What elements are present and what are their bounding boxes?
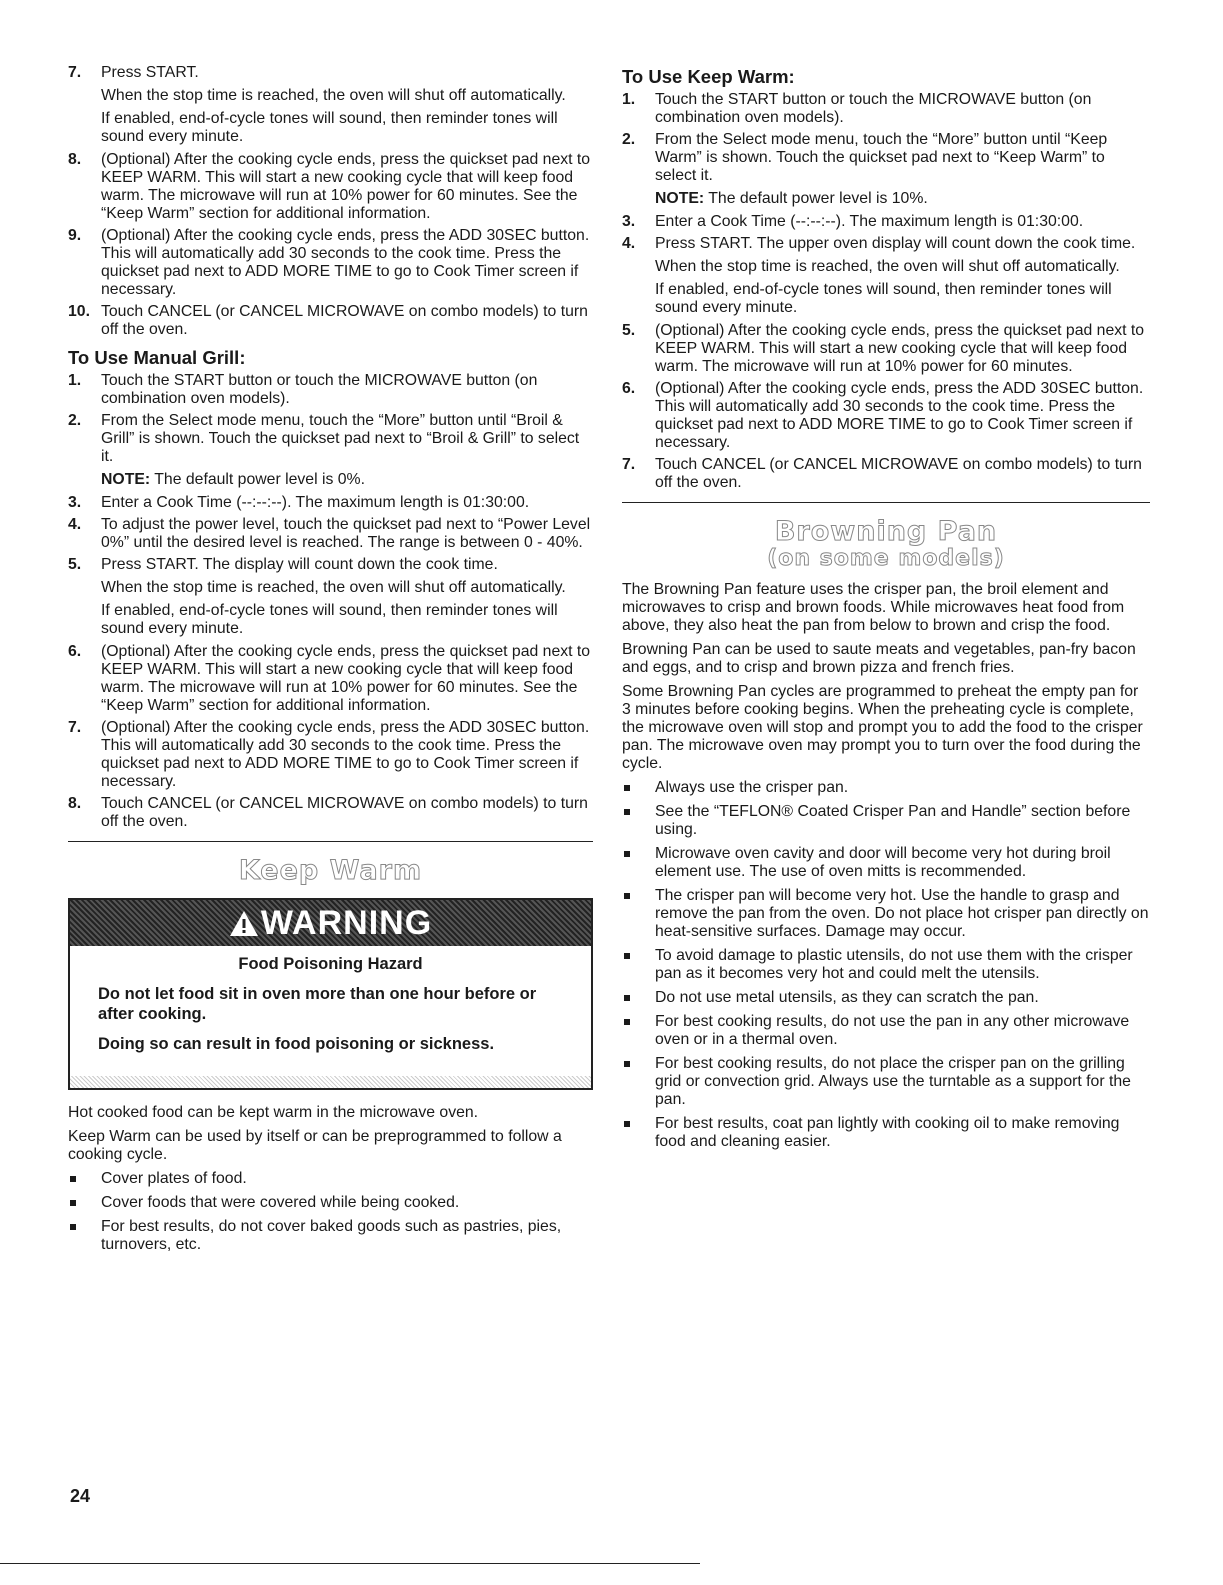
bullet-text: Cover foods that were covered while being cooked. [101,1194,460,1211]
step-item [68,151,593,223]
section-divider [68,841,593,842]
step-subtext: When the stop time is reached, the oven will shut off automatically. [101,87,566,104]
note-text: The default power level is 0%. [150,471,365,488]
bullet-text: For best results, coat pan lightly with cooking oil to make removing food and cleaning easier. [655,1115,1120,1150]
step-text: Enter a Cook Time (--:--:--). The maximum length is 01:30:00. [101,494,530,511]
step-item [622,380,1150,452]
step-text: From the Select mode menu, touch the “More” button until “Broil & Grill” is shown. Touch the quickset pad next to “Broil & Grill” to select it. [101,412,580,465]
step-text: Touch the START button or touch the MICROWAVE button (on combination oven models). [655,91,1092,126]
browning-pan-paragraph: Browning Pan can be used to saute meats and vegetables, pan-fry bacon and eggs, and to crisp and brown pizza and french fries. [622,641,1136,676]
bullet-item [622,779,1150,797]
step-subtext: When the stop time is reached, the oven will shut off automatically. [655,258,1120,275]
keep-warm-section-title: Keep Warm [238,855,423,886]
step-note [655,190,1150,208]
step-item [622,456,1150,492]
step-number: 9. [68,227,82,244]
warning-hazard-title: Food Poisoning Hazard [238,955,423,973]
browning-pan-section-title: Browning Pan [774,516,998,547]
manual-grill-heading: To Use Manual Grill: [68,347,246,368]
warning-box [68,898,593,1090]
bullet-text: The crisper pan will become very hot. Use the handle to grasp and remove the pan from the oven. Do not place hot crisper pan directly on heat-sensitive surfaces. Damage may occur. [655,887,1149,940]
note-label: NOTE: [655,190,705,207]
browning-pan-bullet-list [622,779,1150,1151]
step-text: Enter a Cook Time (--:--:--). The maximum length is 01:30:00. [655,213,1084,230]
warning-triangle-icon [229,910,259,937]
step-text: Press START. The upper oven display will count down the cook time. [655,235,1136,252]
step-number: 1. [622,91,636,108]
step-subtext: If enabled, end-of-cycle tones will sound, then reminder tones will sound every minute. [655,281,1112,316]
note-text: The default power level is 10%. [704,190,928,207]
note-label: NOTE: [101,471,151,488]
step-item [68,556,593,638]
warning-banner [70,900,591,946]
bullet-item [622,989,1150,1007]
step-number: 10. [68,303,90,320]
keep-warm-bullet-list [68,1170,593,1254]
bullet-square-icon [624,1121,630,1127]
step-number: 2. [622,131,636,148]
bullet-square-icon [624,893,630,899]
section-divider [622,502,1150,503]
keep-warm-heading: To Use Keep Warm: [622,66,795,87]
step-item [68,412,593,489]
bullet-text: Do not use metal utensils, as they can scratch the pan. [655,989,1039,1006]
step-item [68,719,593,791]
step-number: 6. [622,380,636,397]
step-item [68,227,593,299]
step-text: Touch the START button or touch the MICROWAVE button (on combination oven models). [101,372,538,407]
step-item [622,213,1150,231]
manual-grill-steps-list [68,372,593,831]
step-number: 5. [622,322,636,339]
step-text: To adjust the power level, touch the quickset pad next to “Power Level 0%” until the desired level is reached. The range is between 0 - 40%. [101,516,591,551]
step-item [68,303,593,339]
step-number: 7. [68,719,82,736]
bullet-item [68,1194,593,1212]
bullet-text: To avoid damage to plastic utensils, do not use them with the crisper pan as it becomes very hot and could melt the utensils. [655,947,1133,982]
step-subtext: If enabled, end-of-cycle tones will sound, then reminder tones will sound every minute. [101,602,558,637]
left-column [68,64,593,1260]
step-note [101,471,593,489]
step-text: (Optional) After the cooking cycle ends, press the quickset pad next to KEEP WARM. This will start a new cooking cycle that will keep food warm. The microwave will run at 10% power for 60 minutes. [655,322,1145,375]
step-item [68,643,593,715]
warning-bottom-band [70,1076,591,1088]
bullet-square-icon [624,995,630,1001]
step-text: Touch CANCEL (or CANCEL MICROWAVE on combo models) to turn off the oven. [101,303,588,338]
step-text: Touch CANCEL (or CANCEL MICROWAVE on combo models) to turn off the oven. [101,795,588,830]
step-item [622,235,1150,317]
step-number: 1. [68,372,82,389]
bullet-square-icon [624,785,630,791]
bullet-item [622,1055,1150,1109]
step-number: 2. [68,412,82,429]
bullet-text: For best cooking results, do not use the pan in any other microwave oven or in a thermal oven. [655,1013,1130,1048]
step-text: (Optional) After the cooking cycle ends, press the quickset pad next to KEEP WARM. This will start a new cooking cycle that will keep food warm. The microwave will run at 10% power for 60 minutes. See the “Keep Warm” section for additional information. [101,643,591,714]
step-text: (Optional) After the cooking cycle ends, press the quickset pad next to KEEP WARM. This will start a new cooking cycle that will keep food warm. The microwave will run at 10% power for 60 minutes. See the “Keep Warm” section for additional information. [101,151,591,222]
bullet-text: Microwave oven cavity and door will become very hot during broil element use. The use of oven mitts is recommended. [655,845,1111,880]
step-number: 7. [622,456,636,473]
bullet-text: See the “TEFLON® Coated Crisper Pan and Handle” section before using. [655,803,1131,838]
bullet-square-icon [624,1019,630,1025]
bullet-text: For best results, do not cover baked goods such as pastries, pies, turnovers, etc. [101,1218,562,1253]
keep-warm-paragraph: Hot cooked food can be kept warm in the microwave oven. [68,1104,479,1121]
step-number: 4. [622,235,636,252]
step-number: 8. [68,151,82,168]
step-number: 6. [68,643,82,660]
step-text: Press START. The display will count down the cook time. [101,556,498,573]
bullet-item [622,1013,1150,1049]
step-text: Press START. [101,64,199,81]
bullet-text: Cover plates of food. [101,1170,247,1187]
step-item [622,91,1150,127]
bullet-item [622,887,1150,941]
bullet-item [68,1218,593,1254]
step-number: 7. [68,64,82,81]
bullet-square-icon [70,1200,76,1206]
step-item [68,516,593,552]
warning-line-1: Do not let food sit in oven more than one hour before or after cooking. [98,985,537,1023]
bullet-square-icon [70,1176,76,1182]
warning-label: WARNING [260,904,433,942]
step-text: (Optional) After the cooking cycle ends, press the ADD 30SEC button. This will automatically add 30 seconds to the cook time. Press the quickset pad next to ADD MORE TIME to go to Cook Timer screen if necessary. [655,380,1144,451]
bullet-item [622,947,1150,983]
step-text: Touch CANCEL (or CANCEL MICROWAVE on combo models) to turn off the oven. [655,456,1142,491]
bullet-item [622,1115,1150,1151]
bullet-item [622,845,1150,881]
bullet-square-icon [624,851,630,857]
browning-pan-paragraph: Some Browning Pan cycles are programmed to preheat the empty pan for 3 minutes before cooking begins. When the preheating cycle is complete, the microwave oven will stop and prompt you to add the food to the crisper pan. The microwave oven may prompt you to turn over the food during the cycle. [622,683,1143,772]
bullet-square-icon [624,953,630,959]
step-text: (Optional) After the cooking cycle ends, press the ADD 30SEC button. This will automatically add 30 seconds to the cook time. Press the quickset pad next to ADD MORE TIME to go to Cook Timer screen if necessary. [101,227,590,298]
warning-body [70,946,591,1076]
step-item [68,795,593,831]
browning-pan-subtitle: (on some models) [767,546,1005,571]
bullet-text: Always use the crisper pan. [655,779,849,796]
bullet-item [622,803,1150,839]
step-number: 8. [68,795,82,812]
step-number: 3. [68,494,82,511]
bullet-square-icon [624,1061,630,1067]
bullet-item [68,1170,593,1188]
step-item [622,322,1150,376]
step-item [68,64,593,146]
step-item [68,494,593,512]
step-number: 4. [68,516,82,533]
step-item [68,372,593,408]
right-column [622,64,1150,1157]
page-number: 24 [70,1486,91,1506]
step-text: (Optional) After the cooking cycle ends, press the ADD 30SEC button. This will automatically add 30 seconds to the cook time. Press the quickset pad next to ADD MORE TIME to go to Cook Timer screen if necessary. [101,719,590,790]
bullet-square-icon [624,809,630,815]
browning-pan-paragraph: The Browning Pan feature uses the crisper pan, the broil element and microwaves to crisp and brown foods. While microwaves heat food from above, they also heat the pan from below to brown and crisp the food. [622,581,1125,634]
step-subtext: When the stop time is reached, the oven will shut off automatically. [101,579,566,596]
step-item [622,131,1150,208]
footer-rule [0,1563,700,1564]
warning-line-2: Doing so can result in food poisoning or sickness. [98,1035,495,1053]
bullet-text: For best cooking results, do not place the crisper pan on the grilling grid or convection grid. Always use the turntable as a support for the pan. [655,1055,1131,1108]
step-text: From the Select mode menu, touch the “More” button until “Keep Warm” is shown. Touch the quickset pad next to “Keep Warm” to select it. [655,131,1108,184]
continued-steps-list [68,64,593,339]
step-number: 3. [622,213,636,230]
step-number: 5. [68,556,82,573]
keep-warm-paragraph: Keep Warm can be used by itself or can be preprogrammed to follow a cooking cycle. [68,1128,562,1163]
bullet-square-icon [70,1224,76,1230]
step-subtext: If enabled, end-of-cycle tones will sound, then reminder tones will sound every minute. [101,110,558,145]
keep-warm-steps-list [622,91,1150,492]
